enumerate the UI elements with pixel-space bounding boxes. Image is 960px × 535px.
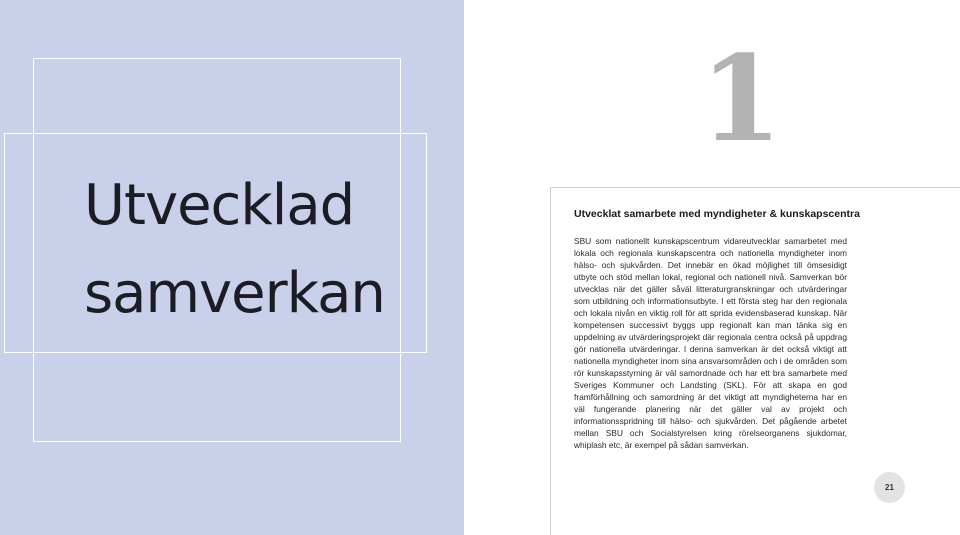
page-number: 21 bbox=[885, 483, 894, 492]
chapter-title bbox=[84, 162, 385, 338]
section-heading: Utvecklat samarbete med myndigheter & kunskapscentra bbox=[574, 208, 860, 220]
page-number-badge bbox=[874, 472, 905, 503]
chapter-number: 1 bbox=[700, 29, 783, 168]
chapter-title-line-1: Utvecklad bbox=[84, 173, 355, 238]
chapter-cover-panel bbox=[0, 0, 464, 535]
section-body: SBU som nationellt kunskapscentrum vidareutvecklar samarbetet med lokala och regionala kunskapscentra och nationella myndigheter inom hälso- och sjukvården. Det innebär en ökad möjlighet till ömsesidigt utbyte och stöd mellan lokal, regional och nationell nivå. Samverkan bör utvecklas när det gäller såväl litteraturgranskningar och utvärderingar som utbildning och informationsutbyte. I ett första steg har den regionala och lokala nivån en viktig roll för att sprida evidensbaserad kunskap. När kompetensen successivt byggs upp regionalt kan man tänka sig en uppdelning av utvärderingsprojekt där regionala centra också på uppdrag gör nationella utvärderingar. I denna samverkan är det också viktigt att nationella myndigheter inom sina ansvarsområden och i de områden som rör kunskapsstyrning är väl samordnade och har ett bra samarbete med Sveriges Kommuner och Landsting (SKL). För att skapa en god framförhållning och samordning är det viktigt att myndigheterna har en väl fungerande planering när det gäller val av projekt och informationsspridning till hälso- och sjukvården. Det pågående arbetet mellan SBU och Socialstyrelsen kring rörelseorganens sjukdomar, whiplash etc, är exempel på sådan samverkan. bbox=[574, 236, 847, 450]
chapter-title-line-2: samverkan bbox=[84, 261, 385, 326]
